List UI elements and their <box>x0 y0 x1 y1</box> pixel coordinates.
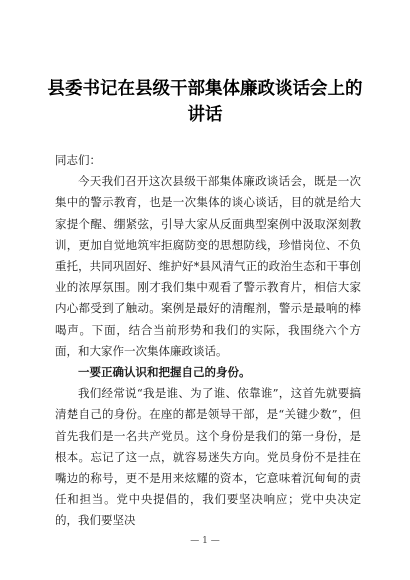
section-heading: 一要正确认识和把握自己的身份。 <box>78 365 251 380</box>
body-paragraph: 今天我们召开这次县级干部集体廉政谈话会，既是一次集中的警示教育，也是一次集体的谈心谈话，目的就是给大家提个醒、绷紧弦，引导大家从反面典型案例中汲取深刻教训，更加自觉地筑牢拒腐防变的思想防线，珍惜岗位、不负重托，共同巩固好、维护好*县风清气正的政治生态和干事创业的浓厚氛围。刚才我们集中观看了警示教育片，相信大家内心都受到了触动。案例是最好的清醒剂，警示是最响的棒喝声。下面，结合当前形势和我们的实际，我围绕六个方面，和大家作一次集体廉政谈话。 <box>55 174 361 358</box>
page-number: — 1 — <box>190 536 220 546</box>
section-paragraph: 我们经常说“我是谁、为了谁、依靠谁”，这首先就要搞清楚自己的身份。在座的都是领导干部，是“关键少数”，但首先我们是一名共产党员。这个身份是我们的第一身份，是根本。忘记了这一点，就容易迷失方向。党员身份不是挂在嘴边的称号，更不是用来炫耀的资本，它意味着沉甸甸的责任和担当。党中央提倡的，我们要坚决响应；党中央决定的，我们要坚决 <box>55 386 361 528</box>
salutation: 同志们： <box>55 153 101 167</box>
document-body <box>55 150 361 532</box>
document-title: 县委书记在县级干部集体廉政谈话会上的讲话 <box>47 79 363 125</box>
